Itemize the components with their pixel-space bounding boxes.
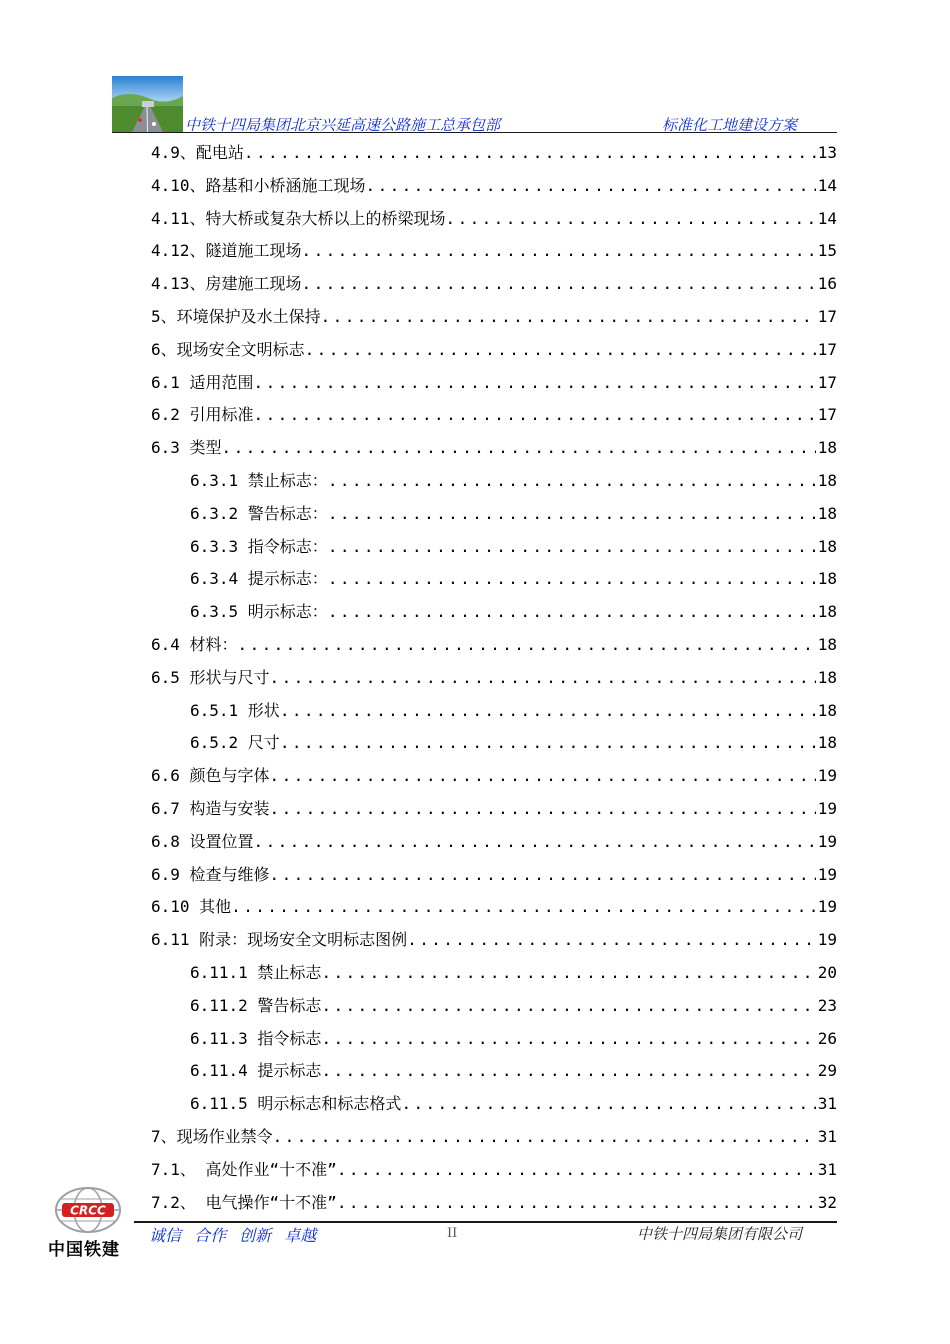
toc-entry-page: 17 — [817, 372, 837, 392]
toc-entry-page: 18 — [817, 602, 837, 622]
toc-entry-label: 6.6 颜色与字体 — [151, 766, 270, 786]
toc-entry-label: 4.12、隧道施工现场 — [151, 241, 302, 261]
toc-entry-page: 14 — [817, 175, 837, 195]
toc-dot-leader — [270, 863, 816, 887]
toc-entry[interactable] — [151, 371, 837, 404]
toc-entry-page: 14 — [817, 208, 837, 228]
toc-dot-leader — [328, 567, 816, 591]
toc-entry-label: 7.2、 电气操作“十不准” — [151, 1192, 337, 1212]
toc-entry[interactable] — [151, 600, 837, 633]
toc-entry-label: 6.1 适用范围 — [151, 372, 254, 392]
toc-dot-leader — [270, 666, 816, 690]
toc-entry-page: 31 — [817, 1126, 837, 1146]
toc-entry-label: 6.11.2 警告标志 — [190, 995, 322, 1015]
toc-entry[interactable] — [151, 174, 837, 207]
toc-entry-page: 19 — [817, 930, 837, 950]
toc-entry-label: 6.8 设置位置 — [151, 831, 254, 851]
toc-entry[interactable] — [151, 1125, 837, 1158]
toc-entry[interactable] — [151, 1191, 837, 1224]
toc-entry-page: 32 — [817, 1192, 837, 1212]
toc-entry-page: 18 — [817, 634, 837, 654]
toc-entry-label: 6.11 附录：现场安全文明标志图例 — [151, 930, 408, 950]
toc-dot-leader — [321, 1059, 815, 1083]
toc-dot-leader — [302, 239, 816, 263]
toc-entry-page: 16 — [817, 274, 837, 294]
toc-dot-leader — [238, 633, 816, 657]
toc-entry[interactable] — [151, 403, 837, 436]
toc-entry-page: 15 — [817, 241, 837, 261]
footer-motto: 诚信 合作 创新 卓越 — [149, 1226, 317, 1245]
toc-entry-page: 18 — [817, 667, 837, 687]
toc-entry-page: 19 — [817, 897, 837, 917]
toc-entry-label: 4.10、路基和小桥涵施工现场 — [151, 175, 366, 195]
toc-entry[interactable] — [151, 1059, 837, 1092]
toc-dot-leader — [280, 731, 816, 755]
toc-dot-leader — [321, 1027, 815, 1051]
toc-entry-page: 26 — [817, 1028, 837, 1048]
toc-entry-page: 18 — [817, 536, 837, 556]
toc-entry[interactable] — [151, 928, 837, 961]
page-number: II — [447, 1226, 458, 1241]
toc-entry[interactable] — [151, 994, 837, 1027]
toc-entry-label: 4.11、特大桥或复杂大桥以上的桥梁现场 — [151, 208, 446, 228]
toc-dot-leader — [321, 305, 816, 329]
toc-entry-page: 18 — [817, 700, 837, 720]
toc-dot-leader — [321, 961, 815, 985]
toc-entry-page: 18 — [817, 569, 837, 589]
toc-entry-label: 6.11.4 提示标志 — [190, 1061, 322, 1081]
header-document-title: 标准化工地建设方案 — [662, 116, 798, 134]
toc-entry-label: 4.13、房建施工现场 — [151, 274, 302, 294]
toc-entry[interactable] — [151, 535, 837, 568]
toc-entry[interactable] — [151, 305, 837, 338]
toc-dot-leader — [254, 830, 816, 854]
toc-dot-leader — [407, 928, 816, 952]
header-divider — [112, 132, 837, 133]
header-project-title: 中铁十四局集团北京兴延高速公路施工总承包部 — [185, 116, 501, 134]
toc-dot-leader — [244, 141, 816, 165]
toc-entry-label: 6.4 材料： — [151, 634, 238, 654]
toc-dot-leader — [222, 436, 816, 460]
table-of-contents — [151, 141, 837, 1223]
toc-entry[interactable] — [151, 1158, 837, 1191]
toc-entry-page: 18 — [817, 503, 837, 523]
toc-entry-page: 19 — [817, 766, 837, 786]
toc-entry-label: 6.3.4 提示标志： — [190, 569, 328, 589]
toc-entry-page: 29 — [817, 1061, 837, 1081]
toc-dot-leader — [270, 764, 816, 788]
toc-entry-page: 31 — [817, 1159, 837, 1179]
toc-entry[interactable] — [151, 272, 837, 305]
toc-entry-label: 6.10 其他 — [151, 897, 232, 917]
toc-entry-label: 6.11.3 指令标志 — [190, 1028, 322, 1048]
toc-entry-page: 18 — [817, 470, 837, 490]
toc-dot-leader — [280, 699, 816, 723]
toc-dot-leader — [337, 1158, 816, 1182]
toc-entry[interactable] — [151, 239, 837, 272]
toc-dot-leader — [302, 272, 816, 296]
toc-entry-label: 6.3.1 禁止标志： — [190, 470, 328, 490]
toc-entry[interactable] — [151, 830, 837, 863]
toc-entry[interactable] — [151, 1092, 837, 1125]
footer-company: 中铁十四局集团有限公司 — [637, 1225, 803, 1243]
toc-entry[interactable] — [151, 1027, 837, 1060]
toc-entry[interactable] — [151, 666, 837, 699]
toc-entry-label: 4.9、配电站 — [151, 143, 244, 162]
toc-dot-leader — [401, 1092, 815, 1116]
toc-dot-leader — [254, 403, 816, 427]
toc-dot-leader — [254, 371, 816, 395]
toc-entry-page: 20 — [817, 962, 837, 982]
toc-entry-page: 18 — [817, 438, 837, 458]
toc-entry[interactable] — [151, 141, 837, 174]
toc-entry-label: 6.11.5 明示标志和标志格式 — [190, 1094, 402, 1114]
toc-entry-label: 6、现场安全文明标志 — [151, 339, 305, 359]
toc-entry-page: 17 — [817, 306, 837, 326]
toc-dot-leader — [270, 797, 816, 821]
toc-entry-page: 19 — [817, 831, 837, 851]
toc-entry-page: 19 — [817, 798, 837, 818]
toc-entry-label: 6.3 类型 — [151, 438, 222, 458]
toc-entry-label: 7、现场作业禁令 — [151, 1126, 273, 1146]
toc-dot-leader — [273, 1125, 816, 1149]
toc-entry-label: 6.7 构造与安装 — [151, 798, 270, 818]
toc-entry[interactable] — [151, 797, 837, 830]
toc-entry-label: 6.11.1 禁止标志 — [190, 962, 322, 982]
toc-entry-page: 17 — [817, 339, 837, 359]
toc-dot-leader — [231, 895, 816, 919]
toc-dot-leader — [366, 174, 816, 198]
toc-entry-label: 6.3.3 指令标志： — [190, 536, 328, 556]
toc-entry-page: 31 — [817, 1094, 837, 1114]
toc-entry[interactable] — [151, 469, 837, 502]
toc-entry[interactable] — [151, 895, 837, 928]
toc-entry-page: 18 — [817, 733, 837, 753]
toc-entry-label: 6.2 引用标准 — [151, 405, 254, 425]
crcc-logo-mark: CRCC — [70, 1203, 106, 1218]
toc-dot-leader — [337, 1191, 816, 1215]
toc-entry[interactable] — [151, 436, 837, 469]
toc-entry[interactable] — [151, 567, 837, 600]
toc-entry-page: 17 — [817, 405, 837, 425]
toc-entry[interactable] — [151, 699, 837, 732]
toc-dot-leader — [328, 469, 816, 493]
toc-entry[interactable] — [151, 633, 837, 666]
toc-dot-leader — [321, 994, 815, 1018]
toc-entry[interactable] — [151, 502, 837, 535]
toc-entry[interactable] — [151, 961, 837, 994]
header-highway-photo — [112, 76, 183, 132]
toc-dot-leader — [328, 535, 816, 559]
toc-entry-label: 6.3.5 明示标志： — [190, 602, 328, 622]
toc-entry[interactable] — [151, 863, 837, 896]
toc-entry-page: 13 — [817, 143, 837, 162]
toc-entry-page: 23 — [817, 995, 837, 1015]
toc-entry[interactable] — [151, 764, 837, 797]
toc-entry[interactable] — [151, 731, 837, 764]
toc-entry-label: 6.5.1 形状 — [190, 700, 280, 720]
toc-entry-label: 6.9 检查与维修 — [151, 864, 270, 884]
toc-dot-leader — [305, 338, 816, 362]
toc-entry-page: 19 — [817, 864, 837, 884]
toc-dot-leader — [446, 207, 816, 231]
toc-dot-leader — [328, 600, 816, 624]
toc-entry-label: 7.1、 高处作业“十不准” — [151, 1159, 337, 1179]
toc-dot-leader — [328, 502, 816, 526]
toc-entry-label: 5、环境保护及水土保持 — [151, 306, 321, 326]
toc-entry-label: 6.5 形状与尺寸 — [151, 667, 270, 687]
toc-entry[interactable] — [151, 338, 837, 371]
toc-entry-label: 6.3.2 警告标志： — [190, 503, 328, 523]
footer-logo-text: 中国铁建 — [48, 1240, 120, 1260]
toc-entry-label: 6.5.2 尺寸 — [190, 733, 280, 753]
toc-entry[interactable] — [151, 207, 837, 240]
